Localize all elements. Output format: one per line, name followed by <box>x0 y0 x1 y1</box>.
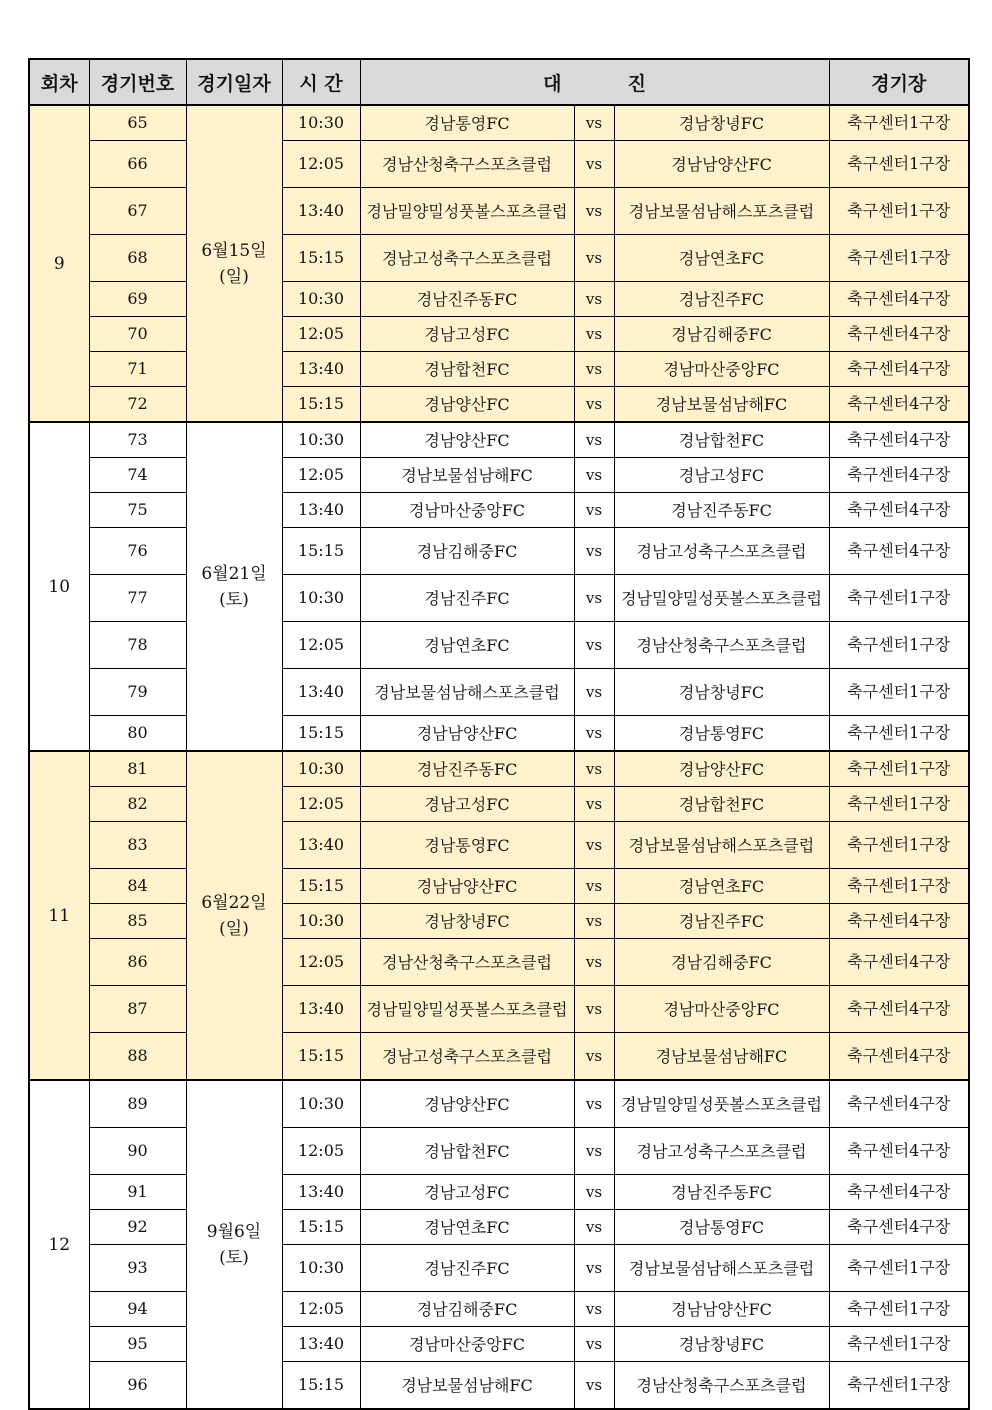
away-team: 경남마산중앙FC <box>614 352 829 387</box>
match-time: 12:05 <box>282 141 360 188</box>
home-team: 경남진주FC <box>360 1245 574 1292</box>
home-team: 경남밀양밀성풋볼스포츠클럽 <box>360 986 574 1033</box>
match-time: 12:05 <box>282 317 360 352</box>
match-time: 10:30 <box>282 422 360 458</box>
versus-label: vs <box>574 787 614 822</box>
home-team: 경남창녕FC <box>360 904 574 939</box>
match-number: 92 <box>89 1210 186 1245</box>
header-matchup: 대 진 <box>360 59 829 105</box>
venue: 축구센터1구장 <box>829 105 969 141</box>
match-time: 13:40 <box>282 669 360 716</box>
away-team: 경남김해중FC <box>614 317 829 352</box>
home-team: 경남고성FC <box>360 787 574 822</box>
header-row <box>29 59 969 105</box>
away-team: 경남진주FC <box>614 904 829 939</box>
venue: 축구센터4구장 <box>829 1128 969 1175</box>
match-time: 13:40 <box>282 986 360 1033</box>
match-number: 80 <box>89 716 186 752</box>
venue: 축구센터1구장 <box>829 822 969 869</box>
table-row <box>29 352 969 387</box>
home-team: 경남연초FC <box>360 622 574 669</box>
match-number: 95 <box>89 1327 186 1362</box>
venue: 축구센터4구장 <box>829 1033 969 1081</box>
home-team: 경남산청축구스포츠클럽 <box>360 939 574 986</box>
venue: 축구센터1구장 <box>829 575 969 622</box>
match-time: 10:30 <box>282 1245 360 1292</box>
away-team: 경남산청축구스포츠클럽 <box>614 1362 829 1410</box>
match-number: 83 <box>89 822 186 869</box>
home-team: 경남마산중앙FC <box>360 493 574 528</box>
table-row <box>29 188 969 235</box>
away-team: 경남남양산FC <box>614 141 829 188</box>
versus-label: vs <box>574 1128 614 1175</box>
versus-label: vs <box>574 986 614 1033</box>
versus-label: vs <box>574 528 614 575</box>
match-date-day: 6월15일 <box>201 240 267 261</box>
round-number: 12 <box>29 1080 89 1409</box>
round-number: 9 <box>29 105 89 422</box>
match-time: 10:30 <box>282 1080 360 1128</box>
match-date-weekday: (토) <box>219 589 249 610</box>
home-team: 경남마산중앙FC <box>360 1327 574 1362</box>
home-team: 경남통영FC <box>360 822 574 869</box>
versus-label: vs <box>574 188 614 235</box>
match-time: 10:30 <box>282 751 360 787</box>
home-team: 경남통영FC <box>360 105 574 141</box>
home-team: 경남양산FC <box>360 387 574 423</box>
away-team: 경남보물섬남해스포츠클럽 <box>614 188 829 235</box>
versus-label: vs <box>574 387 614 423</box>
versus-label: vs <box>574 1362 614 1410</box>
versus-label: vs <box>574 1327 614 1362</box>
match-number: 87 <box>89 986 186 1033</box>
match-number: 86 <box>89 939 186 986</box>
match-time: 10:30 <box>282 105 360 141</box>
table-row <box>29 575 969 622</box>
versus-label: vs <box>574 1033 614 1081</box>
match-schedule-table <box>28 58 970 1410</box>
venue: 축구센터4구장 <box>829 986 969 1033</box>
venue: 축구센터4구장 <box>829 904 969 939</box>
match-time: 12:05 <box>282 622 360 669</box>
versus-label: vs <box>574 869 614 904</box>
match-number: 84 <box>89 869 186 904</box>
home-team: 경남밀양밀성풋볼스포츠클럽 <box>360 188 574 235</box>
match-date-day: 9월6일 <box>206 1221 262 1242</box>
home-team: 경남고성FC <box>360 317 574 352</box>
match-time: 12:05 <box>282 458 360 493</box>
versus-label: vs <box>574 751 614 787</box>
venue: 축구센터4구장 <box>829 422 969 458</box>
table-row <box>29 1033 969 1081</box>
table-row <box>29 904 969 939</box>
match-number: 93 <box>89 1245 186 1292</box>
table-row <box>29 317 969 352</box>
home-team: 경남합천FC <box>360 1128 574 1175</box>
table-body <box>29 105 969 1409</box>
round-number: 11 <box>29 751 89 1080</box>
match-time: 15:15 <box>282 1362 360 1410</box>
match-time: 15:15 <box>282 235 360 282</box>
venue: 축구센터4구장 <box>829 528 969 575</box>
table-row <box>29 1245 969 1292</box>
match-date-day: 6월21일 <box>201 563 267 584</box>
venue: 축구센터4구장 <box>829 387 969 423</box>
match-time: 15:15 <box>282 387 360 423</box>
home-team: 경남고성FC <box>360 1175 574 1210</box>
away-team: 경남양산FC <box>614 751 829 787</box>
versus-label: vs <box>574 1210 614 1245</box>
away-team: 경남밀양밀성풋볼스포츠클럽 <box>614 1080 829 1128</box>
table-row <box>29 939 969 986</box>
away-team: 경남고성축구스포츠클럽 <box>614 528 829 575</box>
match-date <box>186 105 282 422</box>
match-time: 13:40 <box>282 188 360 235</box>
versus-label: vs <box>574 105 614 141</box>
table-row <box>29 822 969 869</box>
away-team: 경남합천FC <box>614 422 829 458</box>
table-row <box>29 751 969 787</box>
table-row <box>29 716 969 752</box>
home-team: 경남남양산FC <box>360 869 574 904</box>
match-number: 91 <box>89 1175 186 1210</box>
match-number: 66 <box>89 141 186 188</box>
away-team: 경남보물섬남해FC <box>614 387 829 423</box>
home-team: 경남양산FC <box>360 422 574 458</box>
table-row <box>29 493 969 528</box>
venue: 축구센터1구장 <box>829 1245 969 1292</box>
venue: 축구센터4구장 <box>829 939 969 986</box>
home-team: 경남연초FC <box>360 1210 574 1245</box>
table-row <box>29 986 969 1033</box>
match-number: 65 <box>89 105 186 141</box>
versus-label: vs <box>574 575 614 622</box>
match-date-day: 6월22일 <box>201 892 267 913</box>
match-date <box>186 1080 282 1409</box>
match-number: 85 <box>89 904 186 939</box>
header-round: 회차 <box>29 59 89 105</box>
away-team: 경남연초FC <box>614 235 829 282</box>
venue: 축구센터1구장 <box>829 869 969 904</box>
venue: 축구센터4구장 <box>829 493 969 528</box>
table-row <box>29 105 969 141</box>
table-row <box>29 669 969 716</box>
away-team: 경남창녕FC <box>614 105 829 141</box>
match-time: 13:40 <box>282 493 360 528</box>
venue: 축구센터1구장 <box>829 141 969 188</box>
versus-label: vs <box>574 282 614 317</box>
match-number: 81 <box>89 751 186 787</box>
match-time: 15:15 <box>282 528 360 575</box>
table-row <box>29 528 969 575</box>
table-row <box>29 422 969 458</box>
home-team: 경남보물섬남해FC <box>360 1362 574 1410</box>
away-team: 경남진주동FC <box>614 493 829 528</box>
table-row <box>29 282 969 317</box>
match-number: 72 <box>89 387 186 423</box>
header-match-no: 경기번호 <box>89 59 186 105</box>
match-date-weekday: (일) <box>219 266 249 287</box>
match-time: 13:40 <box>282 1175 360 1210</box>
venue: 축구센터4구장 <box>829 352 969 387</box>
match-number: 96 <box>89 1362 186 1410</box>
match-number: 89 <box>89 1080 186 1128</box>
away-team: 경남산청축구스포츠클럽 <box>614 622 829 669</box>
versus-label: vs <box>574 235 614 282</box>
venue: 축구센터4구장 <box>829 458 969 493</box>
header-match-date: 경기일자 <box>186 59 282 105</box>
venue: 축구센터1구장 <box>829 669 969 716</box>
away-team: 경남보물섬남해FC <box>614 1033 829 1081</box>
table-row <box>29 1080 969 1128</box>
home-team: 경남남양산FC <box>360 716 574 752</box>
home-team: 경남진주FC <box>360 575 574 622</box>
home-team: 경남김해중FC <box>360 1292 574 1327</box>
table-row <box>29 1210 969 1245</box>
home-team: 경남고성축구스포츠클럽 <box>360 1033 574 1081</box>
venue: 축구센터1구장 <box>829 622 969 669</box>
away-team: 경남진주FC <box>614 282 829 317</box>
away-team: 경남연초FC <box>614 869 829 904</box>
match-number: 67 <box>89 188 186 235</box>
venue: 축구센터1구장 <box>829 1362 969 1410</box>
match-time: 13:40 <box>282 352 360 387</box>
versus-label: vs <box>574 1175 614 1210</box>
home-team: 경남진주동FC <box>360 751 574 787</box>
match-time: 12:05 <box>282 787 360 822</box>
versus-label: vs <box>574 1292 614 1327</box>
match-number: 78 <box>89 622 186 669</box>
home-team: 경남김해중FC <box>360 528 574 575</box>
venue: 축구센터4구장 <box>829 1210 969 1245</box>
match-time: 15:15 <box>282 869 360 904</box>
versus-label: vs <box>574 716 614 752</box>
versus-label: vs <box>574 939 614 986</box>
away-team: 경남마산중앙FC <box>614 986 829 1033</box>
match-number: 90 <box>89 1128 186 1175</box>
venue: 축구센터4구장 <box>829 317 969 352</box>
venue: 축구센터1구장 <box>829 716 969 752</box>
table-row <box>29 387 969 423</box>
match-date <box>186 751 282 1080</box>
versus-label: vs <box>574 493 614 528</box>
match-time: 10:30 <box>282 282 360 317</box>
venue: 축구센터1구장 <box>829 188 969 235</box>
venue: 축구센터1구장 <box>829 1292 969 1327</box>
match-time: 13:40 <box>282 1327 360 1362</box>
table-row <box>29 1128 969 1175</box>
match-time: 15:15 <box>282 1033 360 1081</box>
away-team: 경남합천FC <box>614 787 829 822</box>
versus-label: vs <box>574 458 614 493</box>
match-time: 15:15 <box>282 716 360 752</box>
venue: 축구센터1구장 <box>829 1327 969 1362</box>
table-row <box>29 1292 969 1327</box>
header-venue: 경기장 <box>829 59 969 105</box>
home-team: 경남양산FC <box>360 1080 574 1128</box>
match-time: 12:05 <box>282 939 360 986</box>
venue: 축구센터1구장 <box>829 787 969 822</box>
venue: 축구센터1구장 <box>829 751 969 787</box>
table-row <box>29 1175 969 1210</box>
away-team: 경남창녕FC <box>614 669 829 716</box>
match-number: 76 <box>89 528 186 575</box>
away-team: 경남보물섬남해스포츠클럽 <box>614 1245 829 1292</box>
home-team: 경남합천FC <box>360 352 574 387</box>
versus-label: vs <box>574 141 614 188</box>
venue: 축구센터4구장 <box>829 1080 969 1128</box>
home-team: 경남보물섬남해스포츠클럽 <box>360 669 574 716</box>
away-team: 경남고성축구스포츠클럽 <box>614 1128 829 1175</box>
home-team: 경남진주동FC <box>360 282 574 317</box>
away-team: 경남통영FC <box>614 716 829 752</box>
match-time: 12:05 <box>282 1128 360 1175</box>
match-time: 13:40 <box>282 822 360 869</box>
match-number: 88 <box>89 1033 186 1081</box>
match-time: 10:30 <box>282 904 360 939</box>
table-row <box>29 141 969 188</box>
match-time: 10:30 <box>282 575 360 622</box>
venue: 축구센터1구장 <box>829 235 969 282</box>
versus-label: vs <box>574 1080 614 1128</box>
home-team: 경남보물섬남해FC <box>360 458 574 493</box>
versus-label: vs <box>574 352 614 387</box>
away-team: 경남통영FC <box>614 1210 829 1245</box>
table-row <box>29 458 969 493</box>
home-team: 경남고성축구스포츠클럽 <box>360 235 574 282</box>
venue: 축구센터4구장 <box>829 1175 969 1210</box>
away-team: 경남보물섬남해스포츠클럽 <box>614 822 829 869</box>
versus-label: vs <box>574 622 614 669</box>
away-team: 경남창녕FC <box>614 1327 829 1362</box>
match-date-weekday: (일) <box>219 918 249 939</box>
match-number: 74 <box>89 458 186 493</box>
match-time: 15:15 <box>282 1210 360 1245</box>
table-row <box>29 622 969 669</box>
header-time: 시 간 <box>282 59 360 105</box>
versus-label: vs <box>574 822 614 869</box>
versus-label: vs <box>574 1245 614 1292</box>
match-date-weekday: (토) <box>219 1247 249 1268</box>
away-team: 경남고성FC <box>614 458 829 493</box>
match-number: 68 <box>89 235 186 282</box>
match-number: 73 <box>89 422 186 458</box>
table-row <box>29 1327 969 1362</box>
home-team: 경남산청축구스포츠클럽 <box>360 141 574 188</box>
versus-label: vs <box>574 669 614 716</box>
away-team: 경남남양산FC <box>614 1292 829 1327</box>
versus-label: vs <box>574 422 614 458</box>
versus-label: vs <box>574 317 614 352</box>
match-number: 75 <box>89 493 186 528</box>
match-number: 71 <box>89 352 186 387</box>
table-header <box>29 59 969 105</box>
match-number: 82 <box>89 787 186 822</box>
table-row <box>29 1362 969 1410</box>
versus-label: vs <box>574 904 614 939</box>
table-row <box>29 869 969 904</box>
away-team: 경남밀양밀성풋볼스포츠클럽 <box>614 575 829 622</box>
table-row <box>29 235 969 282</box>
round-number: 10 <box>29 422 89 751</box>
match-time: 12:05 <box>282 1292 360 1327</box>
match-date <box>186 422 282 751</box>
table-row <box>29 787 969 822</box>
venue: 축구센터4구장 <box>829 282 969 317</box>
match-number: 79 <box>89 669 186 716</box>
away-team: 경남김해중FC <box>614 939 829 986</box>
match-number: 94 <box>89 1292 186 1327</box>
match-number: 70 <box>89 317 186 352</box>
match-number: 77 <box>89 575 186 622</box>
match-number: 69 <box>89 282 186 317</box>
away-team: 경남진주동FC <box>614 1175 829 1210</box>
